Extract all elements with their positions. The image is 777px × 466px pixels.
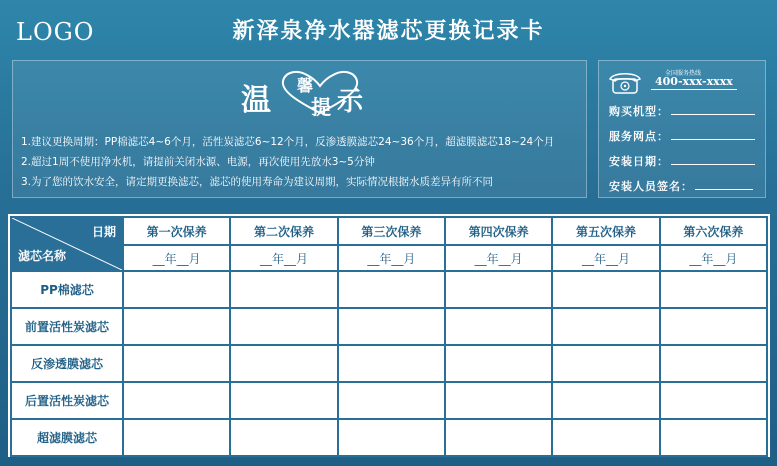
column-header-1: 第一次保养 [123,217,230,245]
field-service-point-label: 服务网点： [609,130,669,143]
record-cell[interactable] [123,419,230,456]
date-cell-3[interactable]: __年__月 [338,245,445,271]
row-label-pre-carbon: 前置活性炭滤芯 [11,308,123,345]
record-cell[interactable] [552,271,659,308]
record-cell[interactable] [660,271,767,308]
date-cell-4[interactable]: __年__月 [445,245,552,271]
record-cell[interactable] [660,345,767,382]
tip-line-3: 3.为了您的饮水安全，请定期更换滤芯，滤芯的使用寿命为建议周期，实际情况根据水质差异有所不同 [21,176,494,188]
tip-line-2: 2.超过1周不使用净水机，请提前关闭水源、电源，再次使用先放水3~5分钟 [21,156,375,168]
corner-cell [11,217,123,271]
record-cell[interactable] [230,308,337,345]
record-cell[interactable] [230,419,337,456]
row-label-ro: 反渗透膜滤芯 [11,345,123,382]
record-table [10,216,768,457]
field-installer-signature [609,178,753,194]
date-cell-2[interactable]: __年__月 [230,245,337,271]
field-service-point [609,128,755,144]
tips-char-3: 提 [311,95,331,119]
record-cell[interactable] [230,382,337,419]
record-cell[interactable] [338,382,445,419]
column-header-6: 第六次保养 [660,217,767,245]
record-cell[interactable] [552,382,659,419]
record-table-wrap [8,214,770,457]
record-cell[interactable] [445,271,552,308]
record-cell[interactable] [445,308,552,345]
date-cell-1[interactable]: __年__月 [123,245,230,271]
row-label-uf: 超滤膜滤芯 [11,419,123,456]
field-installer-signature-line [695,189,753,190]
corner-name-label: 滤芯名称 [18,249,67,263]
record-cell[interactable] [445,419,552,456]
record-cell[interactable] [445,382,552,419]
card-title: 新泽泉净水器滤芯更换记录卡 [232,19,545,44]
table-row [11,382,767,419]
field-model [609,103,755,119]
column-header-4: 第四次保养 [445,217,552,245]
column-header-5: 第五次保养 [552,217,659,245]
table-row [11,419,767,456]
record-cell[interactable] [338,419,445,456]
field-install-date-label: 安装日期： [609,155,669,168]
record-cell[interactable] [123,345,230,382]
tips-char-1: 温 [241,83,271,118]
field-model-label: 购买机型： [609,105,669,118]
telephone-icon [607,69,643,95]
record-cell[interactable] [552,308,659,345]
corner-date-label: 日期 [91,225,116,239]
record-cell[interactable] [123,382,230,419]
record-cell[interactable] [338,271,445,308]
hotline-caption: 全国服务热线 [665,70,702,77]
table-row [11,308,767,345]
record-cell[interactable] [123,308,230,345]
record-cell[interactable] [660,308,767,345]
column-header-2: 第二次保养 [230,217,337,245]
field-model-line [671,114,755,115]
field-install-date [609,153,755,169]
record-cell[interactable] [445,345,552,382]
field-installer-signature-label: 安装人员签名： [609,180,693,193]
record-cell[interactable] [660,419,767,456]
field-service-point-line [671,139,755,140]
table-row [11,345,767,382]
tips-panel [12,60,587,198]
info-panel [598,60,766,198]
record-cell[interactable] [338,308,445,345]
row-label-pp: PP棉滤芯 [11,271,123,308]
row-label-post-carbon: 后置活性炭滤芯 [11,382,123,419]
record-cell[interactable] [230,271,337,308]
record-cell[interactable] [338,345,445,382]
tips-char-4: 示 [337,87,364,117]
date-cell-6[interactable]: __年__月 [660,245,767,271]
record-cell[interactable] [660,382,767,419]
table-row [11,271,767,308]
record-cell[interactable] [230,345,337,382]
date-cell-5[interactable]: __年__月 [552,245,659,271]
tips-heading [241,67,371,117]
record-cell[interactable] [552,419,659,456]
record-cell[interactable] [123,271,230,308]
record-cell[interactable] [552,345,659,382]
hotline-number: 400-xxx-xxxx [651,75,737,90]
tip-line-1: 1.建议更换周期：PP棉滤芯4~6个月，活性炭滤芯6~12个月，反渗透膜滤芯24~36个月，超滤膜滤芯18~24个月 [21,136,555,148]
field-install-date-line [671,164,755,165]
tips-char-2: 馨 [297,76,314,95]
logo: LOGO [16,18,95,46]
column-header-3: 第三次保养 [338,217,445,245]
